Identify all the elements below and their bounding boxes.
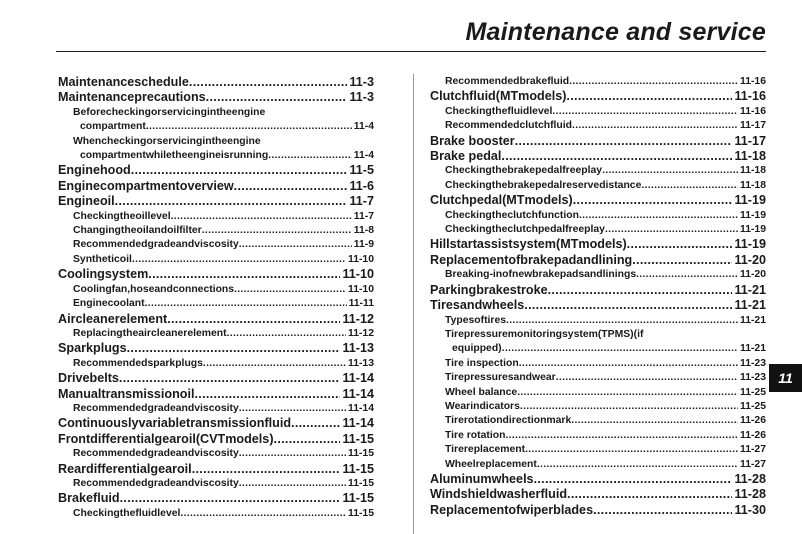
toc-entry-label: Parkingbrakestroke xyxy=(430,282,548,297)
toc-entry-page: 11-25 xyxy=(739,386,766,398)
toc-entry[interactable] xyxy=(430,458,766,472)
toc-entry-label: Hillstartassistsystem(MTmodels) xyxy=(430,237,627,252)
toc-entry-page: 11-23 xyxy=(739,372,766,384)
toc-entry-label: Coolingfan,hoseandconnections xyxy=(73,283,235,295)
page-title: Maintenance and service xyxy=(465,18,766,46)
toc-entry-label: Replacementofwiperblades xyxy=(430,502,594,517)
toc-entry-label: Replacingtheaircleanerelement xyxy=(73,327,227,339)
toc-entry-page: 11-21 xyxy=(739,314,766,326)
toc-entry[interactable] xyxy=(58,507,374,521)
toc-entry-page: 11-26 xyxy=(739,429,766,441)
toc-entry-label: Tire inspection xyxy=(445,357,519,369)
toc-entry-page: 11-4 xyxy=(353,121,374,133)
toc-entry[interactable] xyxy=(58,297,374,311)
toc-leader-dots xyxy=(171,210,352,224)
toc-entry-label: Maintenanceprecautions xyxy=(58,90,206,105)
toc-entry-page: 11-16 xyxy=(734,89,766,104)
toc-entry-page: 11-16 xyxy=(739,105,766,117)
toc-entry-label: Tirepressuremonitoringsystem(TPMS)(if xyxy=(445,328,644,340)
toc-entry[interactable] xyxy=(430,503,766,518)
toc-entry-page: 11-15 xyxy=(347,507,374,519)
toc-entry-label: Changingtheoilandoilfilter xyxy=(73,225,202,237)
toc-entry-page: 11-23 xyxy=(739,357,766,369)
toc-entry[interactable] xyxy=(430,314,766,328)
toc-leader-dots xyxy=(548,283,733,298)
toc-leader-dots xyxy=(180,507,346,521)
toc-entry-page: 11-28 xyxy=(734,471,766,486)
toc-entry-page: 11-7 xyxy=(349,194,374,209)
toc-entry-page: 11-10 xyxy=(347,253,374,265)
toc-entry[interactable] xyxy=(58,387,374,402)
toc-entry[interactable] xyxy=(58,163,374,178)
toc-entry[interactable] xyxy=(58,210,374,224)
toc-entry-label: Engineoil xyxy=(58,194,115,209)
toc-leader-dots xyxy=(127,341,341,356)
toc-entry-label: Replacementofbrakepadandlining xyxy=(430,252,633,267)
toc-entry[interactable] xyxy=(430,164,766,178)
toc-entry-label: Continuouslyvariabletransmissionfluid xyxy=(58,416,292,431)
toc-entry-page: 11-14 xyxy=(342,371,374,386)
toc-leader-dots xyxy=(145,297,347,311)
toc-entry-label: Recommendedgradeandviscosity xyxy=(73,402,239,414)
toc-entry-label: Recommendedbrakefluid xyxy=(445,76,570,87)
toc-leader-dots xyxy=(234,179,348,194)
toc-leader-dots xyxy=(148,267,340,282)
toc-leader-dots xyxy=(519,357,738,371)
toc-entry-label: compartmentwhiletheengineisrunning xyxy=(80,150,269,162)
header-rule xyxy=(56,51,766,52)
toc-entry-label: Wheelreplacement xyxy=(445,458,537,470)
toc-leader-dots xyxy=(636,268,738,282)
toc-entry-page: 11-21 xyxy=(734,282,766,297)
toc-entry-page: 11-8 xyxy=(353,225,374,237)
toc-entry-page: 11-18 xyxy=(739,179,766,191)
toc-entry-page: 11-27 xyxy=(739,444,766,456)
toc-leader-dots xyxy=(239,447,346,461)
toc-entry-label: Recommendedgradeandviscosity xyxy=(73,448,239,460)
toc-entry[interactable] xyxy=(430,414,766,428)
toc-leader-dots xyxy=(502,342,738,356)
toc-entry-page: 11-21 xyxy=(734,298,766,313)
toc-entry-page: 11-10 xyxy=(342,267,374,282)
toc-leader-dots xyxy=(605,223,738,237)
toc-entry-page: 11-13 xyxy=(347,357,374,369)
toc-leader-dots xyxy=(572,119,738,133)
toc-entry[interactable] xyxy=(430,268,766,282)
toc-entry-page: 11-15 xyxy=(347,448,374,460)
toc-entry-page: 11-18 xyxy=(739,165,766,177)
toc-entry-label: Aircleanerelement xyxy=(58,311,168,326)
toc-entry-label: Wheel balance xyxy=(445,386,518,398)
toc-leader-dots xyxy=(520,400,738,414)
toc-entry[interactable] xyxy=(430,237,766,252)
toc-entry-page: 11-26 xyxy=(739,415,766,427)
toc-leader-dots xyxy=(506,314,738,328)
toc-entry-label: Recommendedsparkplugs xyxy=(73,357,203,369)
toc-entry-label: Brake pedal xyxy=(430,149,502,164)
toc-entry[interactable] xyxy=(58,179,374,194)
toc-entry-label: Syntheticoil xyxy=(73,253,132,265)
toc-leader-dots xyxy=(573,193,733,208)
toc-entry[interactable] xyxy=(430,89,766,104)
toc-entry-label: Coolingsystem xyxy=(58,267,149,282)
toc-entry[interactable] xyxy=(430,209,766,223)
toc-entry-label: Recommendedgradeandviscosity xyxy=(73,239,239,251)
toc-entry-label: Tirereplacement xyxy=(445,444,526,456)
toc-entry-label: Enginehood xyxy=(58,163,131,178)
toc-entry-page: 11-13 xyxy=(342,341,374,356)
toc-entry-label: Checkingtheoillevel xyxy=(73,210,171,222)
toc-entry[interactable] xyxy=(58,312,374,327)
toc-entry[interactable] xyxy=(58,224,374,238)
toc-entry-label: compartment xyxy=(80,121,146,133)
toc-entry[interactable] xyxy=(58,253,374,267)
toc-entry-page: 11-21 xyxy=(739,343,766,355)
toc-entry-page: 11-19 xyxy=(734,193,766,208)
toc-entry-page: 11-11 xyxy=(348,298,374,310)
toc-leader-dots xyxy=(239,402,346,416)
toc-entry[interactable] xyxy=(58,238,374,252)
toc-entry-label: Checkingthebrakepedalfreeplay xyxy=(445,165,603,177)
toc-entry-page: 11-19 xyxy=(739,224,766,236)
toc-leader-dots xyxy=(274,432,341,447)
toc-entry[interactable] xyxy=(430,119,766,133)
toc-entry[interactable] xyxy=(58,462,374,477)
toc-entry-page: 11-14 xyxy=(342,416,374,431)
toc-leader-dots xyxy=(131,163,348,178)
toc-entry-label: Clutchfluid(MTmodels) xyxy=(430,89,567,104)
toc-entry-label: Breaking-inofnewbrakepadsandlinings xyxy=(445,269,637,281)
toc-entry-page: 11-14 xyxy=(347,402,374,414)
toc-entry-label: equipped) xyxy=(452,343,502,355)
toc-entry[interactable] xyxy=(430,149,766,164)
toc-leader-dots xyxy=(239,238,352,252)
toc-entry-page: 11-15 xyxy=(342,431,374,446)
toc-entry-label: Whencheckingorservicingintheengine xyxy=(73,135,261,147)
toc-entry-page: 11-15 xyxy=(342,491,374,506)
toc-entry-page: 11-10 xyxy=(347,283,374,295)
toc-entry[interactable] xyxy=(430,75,766,89)
toc-entry-label: Sparkplugs xyxy=(58,341,127,356)
toc-entry[interactable] xyxy=(58,371,374,386)
toc-leader-dots xyxy=(167,312,340,327)
toc-entry-label: Tirerotationdirectionmark xyxy=(445,415,572,427)
toc-entry-page: 11-7 xyxy=(353,210,374,222)
column-divider xyxy=(413,74,414,534)
toc-leader-dots xyxy=(632,253,732,268)
toc-entry-label: Manualtransmissionoil xyxy=(58,386,195,401)
toc-leader-dots xyxy=(234,283,346,297)
toc-entry[interactable] xyxy=(58,402,374,416)
toc-leader-dots xyxy=(569,75,738,89)
toc-leader-dots xyxy=(641,179,738,193)
toc-entry[interactable] xyxy=(430,298,766,313)
toc-entry-page: 11-5 xyxy=(349,163,374,178)
toc-entry-label: Reardifferentialgearoil xyxy=(58,461,192,476)
toc-entry-label: Clutchpedal(MTmodels) xyxy=(430,193,573,208)
toc-leader-dots xyxy=(227,327,346,341)
toc-leader-dots xyxy=(566,89,732,104)
toc-entry[interactable] xyxy=(58,341,374,356)
toc-entry-label: Checkingthefluidlevel xyxy=(73,507,181,519)
toc-right-column xyxy=(430,75,766,518)
toc-leader-dots xyxy=(534,472,733,487)
toc-entry-page: 11-12 xyxy=(347,327,374,339)
toc-leader-dots xyxy=(115,194,348,209)
toc-entry-label: Aluminumwheels xyxy=(430,471,534,486)
toc-entry-label: Brake booster xyxy=(430,133,515,148)
toc-entry[interactable] xyxy=(430,342,766,356)
toc-entry[interactable] xyxy=(58,90,374,105)
toc-leader-dots xyxy=(515,134,733,149)
toc-entry[interactable] xyxy=(430,357,766,371)
toc-entry[interactable] xyxy=(58,106,374,120)
toc-entry-label: Recommendedclutchfluid xyxy=(445,120,573,132)
toc-entry-page: 11-17 xyxy=(734,133,766,148)
toc-entry[interactable] xyxy=(58,357,374,371)
toc-leader-dots xyxy=(517,386,738,400)
toc-leader-dots xyxy=(291,416,340,431)
toc-entry-label: Maintenanceschedule xyxy=(58,75,189,89)
toc-leader-dots xyxy=(501,149,732,164)
toc-left-column xyxy=(58,75,374,521)
toc-entry[interactable] xyxy=(58,135,374,149)
toc-leader-dots xyxy=(132,253,346,267)
toc-entry-page: 11-19 xyxy=(739,209,766,221)
toc-entry[interactable] xyxy=(430,223,766,237)
toc-leader-dots xyxy=(579,209,738,223)
toc-entry-page: 11-20 xyxy=(739,269,766,281)
toc-entry[interactable] xyxy=(58,327,374,341)
toc-entry[interactable] xyxy=(430,443,766,457)
toc-entry-label: Checkingtheclutchpedalfreeplay xyxy=(445,224,605,236)
toc-entry[interactable] xyxy=(58,416,374,431)
toc-entry[interactable] xyxy=(58,491,374,506)
toc-entry[interactable] xyxy=(430,134,766,149)
toc-leader-dots xyxy=(525,443,738,457)
toc-entry-page: 11-6 xyxy=(349,178,374,193)
toc-entry[interactable] xyxy=(430,328,766,342)
toc-entry-label: Checkingthefluidlevel xyxy=(445,105,553,117)
toc-entry-label: Drivebelts xyxy=(58,371,119,386)
toc-entry[interactable] xyxy=(58,149,374,163)
toc-entry-page: 11-12 xyxy=(342,311,374,326)
toc-entry-page: 11-27 xyxy=(739,458,766,470)
toc-leader-dots xyxy=(239,477,346,491)
toc-entry[interactable] xyxy=(58,194,374,209)
toc-entry-page: 11-30 xyxy=(734,502,766,517)
toc-entry-label: Wearindicators xyxy=(445,400,520,412)
toc-entry[interactable] xyxy=(58,267,374,282)
toc-entry[interactable] xyxy=(430,386,766,400)
toc-entry[interactable] xyxy=(430,105,766,119)
toc-leader-dots xyxy=(189,75,348,90)
toc-entry-page: 11-17 xyxy=(739,120,766,132)
toc-entry-label: Beforecheckingorservicingintheengine xyxy=(73,106,266,118)
toc-entry-label: Tiresandwheels xyxy=(430,298,525,313)
toc-entry-label: Tire rotation xyxy=(445,429,506,441)
toc-entry-label: Brakefluid xyxy=(58,491,120,506)
toc-entry-page: 11-4 xyxy=(353,150,374,162)
toc-leader-dots xyxy=(192,462,341,477)
toc-entry[interactable] xyxy=(430,487,766,502)
toc-entry-page: 11-14 xyxy=(342,386,374,401)
toc-leader-dots xyxy=(524,298,732,313)
toc-leader-dots xyxy=(194,387,340,402)
toc-entry[interactable] xyxy=(58,75,374,90)
toc-entry-page: 11-15 xyxy=(342,461,374,476)
toc-entry-label: Enginecompartmentoverview xyxy=(58,178,234,193)
toc-leader-dots xyxy=(537,458,738,472)
toc-entry-page: 11-25 xyxy=(739,400,766,412)
toc-entry-page: 11-28 xyxy=(734,487,766,502)
toc-entry[interactable] xyxy=(58,447,374,461)
toc-leader-dots xyxy=(268,149,352,163)
chapter-tab[interactable]: 11 xyxy=(769,364,802,392)
toc-entry-page: 11-20 xyxy=(734,252,766,267)
toc-entry[interactable] xyxy=(58,283,374,297)
toc-leader-dots xyxy=(146,120,352,134)
toc-entry[interactable] xyxy=(430,283,766,298)
toc-entry-label: Checkingthebrakepedalreservedistance xyxy=(445,179,642,191)
toc-leader-dots xyxy=(505,429,738,443)
toc-entry-page: 11-3 xyxy=(349,90,374,105)
toc-entry[interactable] xyxy=(430,429,766,443)
toc-entry-label: Enginecoolant xyxy=(73,298,145,310)
toc-entry[interactable] xyxy=(430,193,766,208)
toc-entry-page: 11-16 xyxy=(739,76,766,87)
toc-entry-label: Typesoftires xyxy=(445,314,507,326)
toc-entry-label: Recommendedgradeandviscosity xyxy=(73,477,239,489)
toc-leader-dots xyxy=(119,371,341,386)
toc-leader-dots xyxy=(627,237,733,252)
toc-entry-label: Checkingtheclutchfunction xyxy=(445,209,579,221)
toc-entry[interactable] xyxy=(430,179,766,193)
toc-entry[interactable] xyxy=(430,253,766,268)
toc-leader-dots xyxy=(567,487,732,502)
toc-leader-dots xyxy=(203,357,346,371)
toc-entry[interactable] xyxy=(430,472,766,487)
toc-leader-dots xyxy=(602,164,738,178)
toc-leader-dots xyxy=(120,491,341,506)
toc-leader-dots xyxy=(593,503,732,518)
toc-leader-dots xyxy=(202,224,352,238)
toc-entry-page: 11-18 xyxy=(734,149,766,164)
toc-entry[interactable] xyxy=(430,400,766,414)
toc-leader-dots xyxy=(552,105,738,119)
toc-entry-label: Windshieldwasherfluid xyxy=(430,487,568,502)
toc-leader-dots xyxy=(571,414,738,428)
toc-leader-dots xyxy=(206,90,348,105)
toc-entry-label: Tirepressuresandwear xyxy=(445,372,556,384)
toc-entry-page: 11-15 xyxy=(347,477,374,489)
toc-entry-label: Frontdifferentialgearoil(CVTmodels) xyxy=(58,431,274,446)
toc-entry[interactable] xyxy=(58,477,374,491)
toc-entry-page: 11-3 xyxy=(349,75,374,89)
toc-entry-page: 11-19 xyxy=(734,237,766,252)
toc-leader-dots xyxy=(556,371,738,385)
toc-entry[interactable] xyxy=(58,432,374,447)
toc-entry[interactable] xyxy=(430,371,766,385)
toc-entry[interactable] xyxy=(58,120,374,134)
toc-entry-page: 11-9 xyxy=(353,239,374,251)
